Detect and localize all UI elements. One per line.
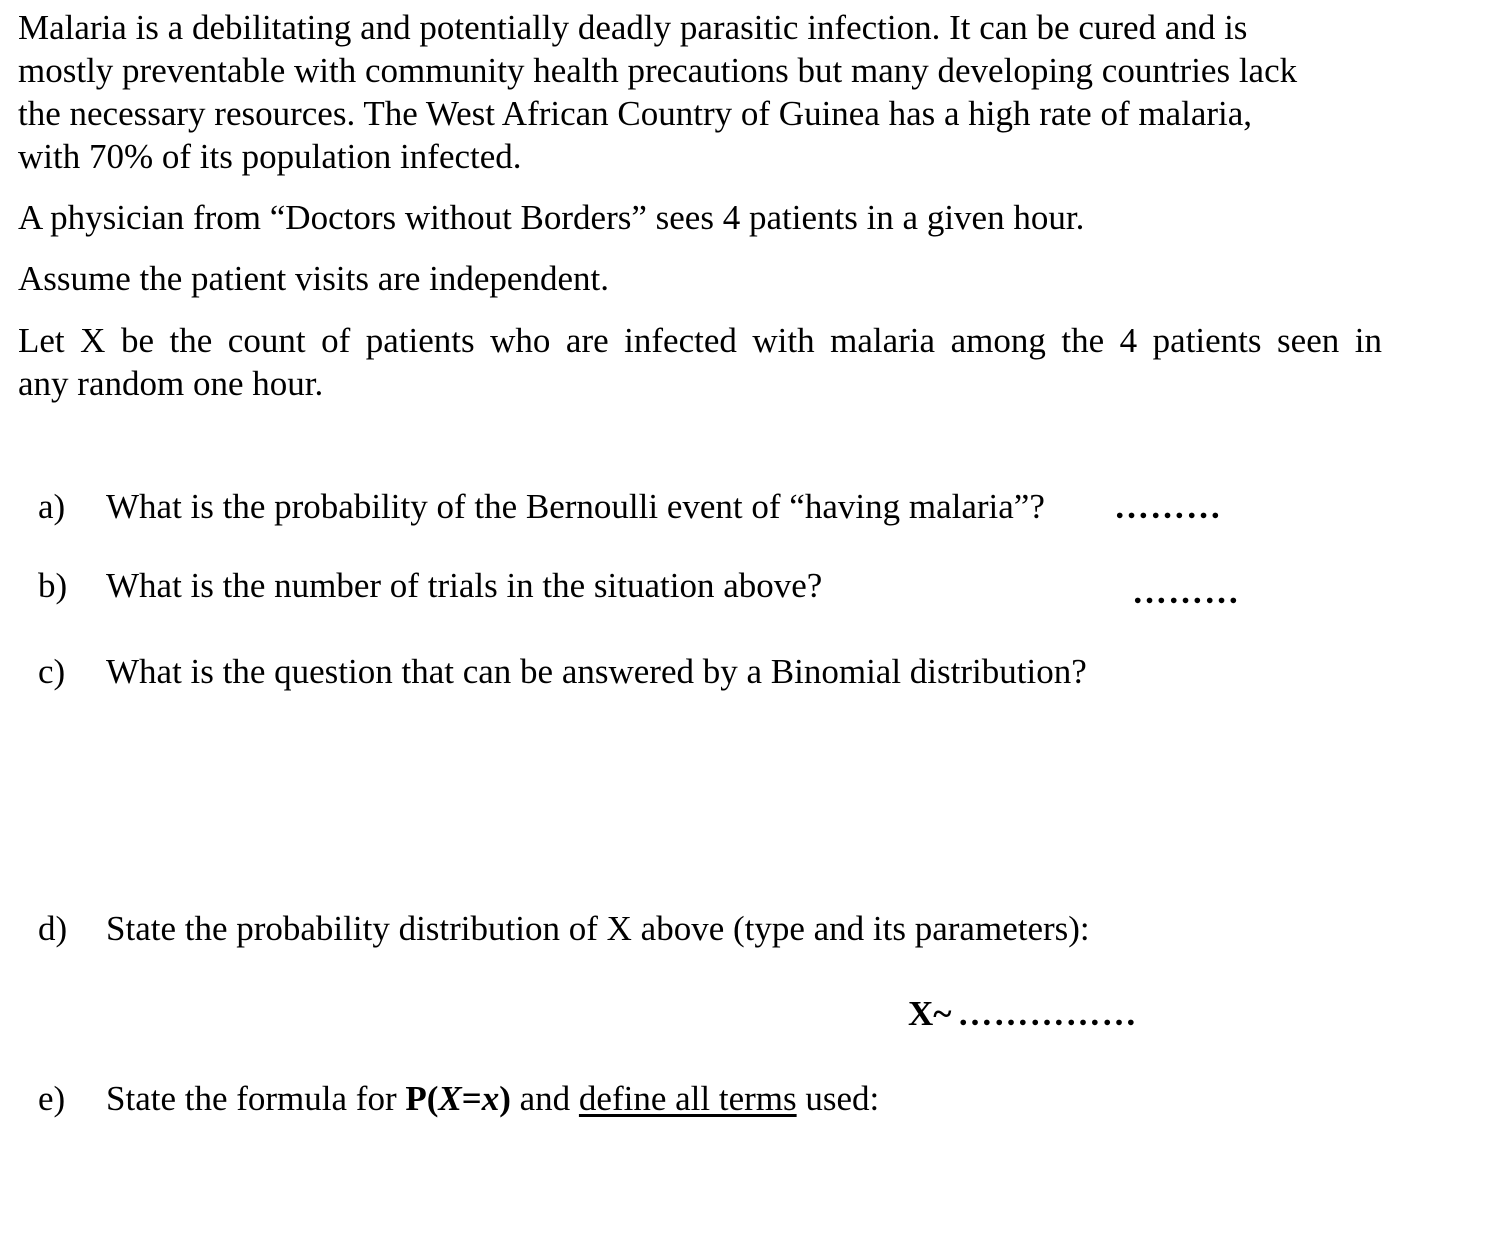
formula-equals: = bbox=[461, 1079, 482, 1118]
definition-line-2: any random one hour. bbox=[18, 364, 324, 403]
physician-text: A physician from “Doctors without Borders” sees 4 patients in a given hour. bbox=[18, 198, 1085, 237]
distribution-answer bbox=[908, 992, 1137, 1035]
question-e-text-before: State the formula for bbox=[106, 1079, 406, 1118]
question-d-text: State the probability distribution of X above (type and its parameters): bbox=[106, 909, 1090, 948]
question-c-letter: c) bbox=[38, 652, 66, 691]
question-d bbox=[38, 907, 1090, 950]
question-e-text-after: used: bbox=[796, 1079, 880, 1118]
question-b bbox=[38, 564, 822, 607]
define-all-terms: define all terms bbox=[578, 1079, 797, 1118]
question-a-text: What is the probability of the Bernoulli event of “having malaria”? bbox=[106, 487, 1045, 526]
question-c-text: What is the question that can be answered by a Binomial distribution? bbox=[106, 652, 1087, 691]
intro-line-3: the necessary resources. The West African Country of Guinea has a high rate of malaria, bbox=[18, 94, 1253, 133]
definition-line-1: Let X be the count of patients who are infected with malaria among the 4 patients seen in bbox=[18, 321, 1382, 360]
formula-lower-x: x bbox=[481, 1079, 500, 1118]
question-b-answer-blank[interactable]: ……… bbox=[1132, 572, 1240, 611]
question-d-letter: d) bbox=[38, 909, 68, 948]
question-c bbox=[38, 650, 1087, 693]
question-a-answer-blank[interactable]: ……… bbox=[1114, 487, 1222, 526]
assume-text: Assume the patient visits are independent. bbox=[18, 259, 609, 298]
question-e-letter: e) bbox=[38, 1079, 66, 1118]
question-b-letter: b) bbox=[38, 566, 68, 605]
assume-paragraph bbox=[18, 257, 1418, 300]
question-a bbox=[38, 485, 1045, 528]
question-e bbox=[38, 1077, 879, 1120]
distribution-answer-blank[interactable]: …………… bbox=[957, 994, 1138, 1033]
formula-close: ) bbox=[499, 1079, 511, 1118]
question-a-letter: a) bbox=[38, 487, 66, 526]
intro-line-2: mostly preventable with community health precautions but many developing countries lack bbox=[18, 51, 1298, 90]
definition-paragraph bbox=[18, 319, 1418, 405]
intro-line-4: with 70% of its population infected. bbox=[18, 137, 522, 176]
question-b-text: What is the number of trials in the situation above? bbox=[106, 566, 823, 605]
question-e-text-mid: and bbox=[510, 1079, 579, 1118]
distribution-x-label: X~ bbox=[908, 994, 952, 1033]
physician-paragraph bbox=[18, 196, 1418, 239]
intro-line-1: Malaria is a debilitating and potentially deadly parasitic infection. It can be cured and is bbox=[18, 8, 1248, 47]
formula-p: P( bbox=[405, 1079, 439, 1118]
formula-upper-x: X bbox=[438, 1079, 462, 1118]
intro-paragraph bbox=[18, 6, 1418, 178]
